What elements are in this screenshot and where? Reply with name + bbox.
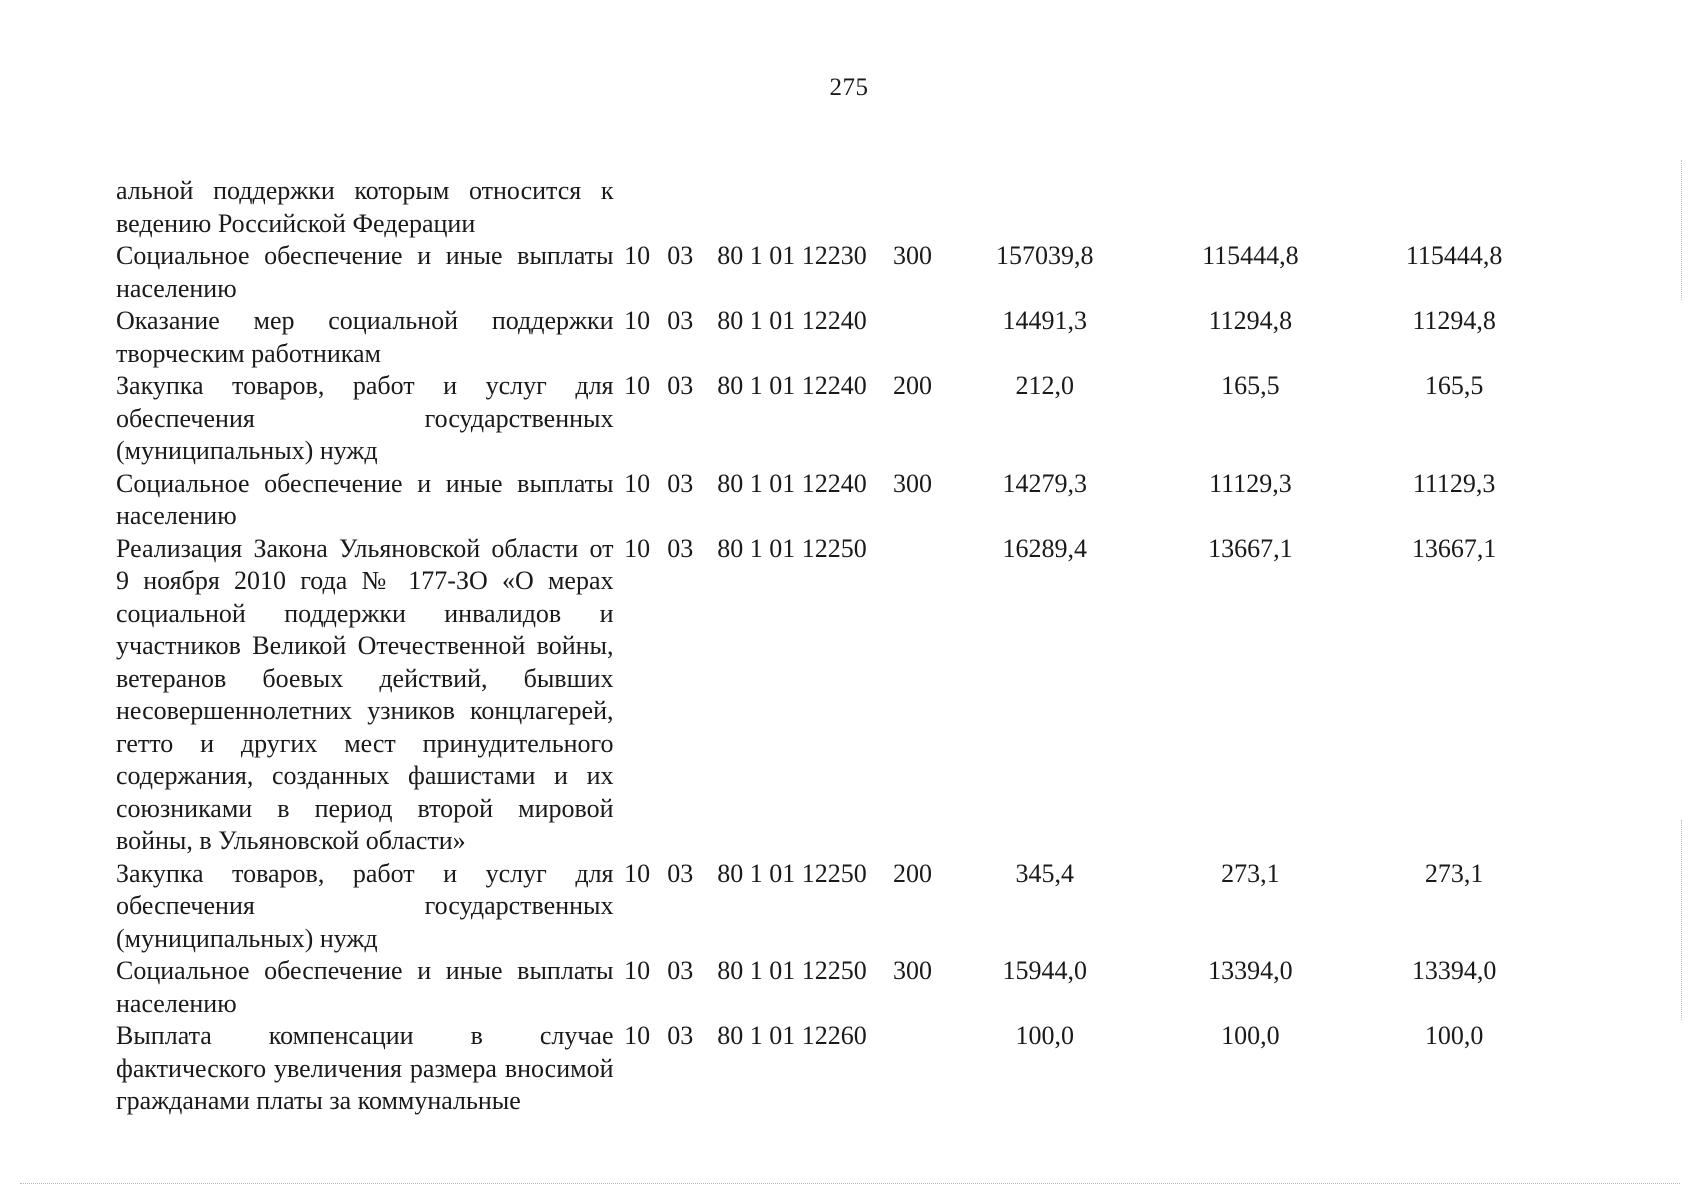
subsection-code: 03: [667, 1021, 694, 1050]
section-code: 10: [624, 371, 651, 400]
amount-year-1: 14491,3: [1002, 306, 1087, 335]
scan-dotted-line: [20, 1183, 1680, 1184]
item-name: Социальное обеспечение и иные выплаты населению: [116, 241, 614, 303]
budget-table: [116, 175, 1556, 1118]
table-row: [116, 533, 1556, 858]
table-row: [116, 1020, 1556, 1118]
amount-year-3: 165,5: [1424, 371, 1484, 400]
amount-year-3: 115444,8: [1405, 241, 1503, 270]
subsection-code: 03: [667, 858, 694, 888]
amount-year-3: 100,0: [1424, 1021, 1484, 1050]
table-row: [116, 305, 1556, 370]
section-code: 10: [624, 306, 651, 335]
subsection-code: 03: [667, 371, 694, 400]
table-row: [116, 468, 1556, 533]
item-name: Закупка товаров, работ и услуг для обеспечения государственных (муниципальных) нужд: [116, 371, 614, 465]
item-name: Социальное обеспечение и иные выплаты населению: [116, 956, 614, 1018]
amount-year-3: 273,1: [1424, 858, 1484, 888]
expense-type-code: 200: [893, 858, 933, 888]
target-article-code: 80 1 01 12230: [717, 241, 867, 270]
section-code: 10: [624, 468, 651, 498]
target-article-code: 80 1 01 12240: [717, 306, 867, 335]
amount-year-1: 15944,0: [1002, 956, 1087, 985]
table-row: [116, 955, 1556, 1020]
target-article-code: 80 1 01 12240: [717, 371, 867, 400]
subsection-code: 03: [667, 306, 694, 335]
expense-type-code: 200: [893, 371, 933, 400]
target-article-code: 80 1 01 12240: [717, 468, 867, 498]
target-article-code: 80 1 01 12260: [717, 1021, 867, 1050]
section-code: 10: [624, 956, 651, 985]
section-code: 10: [624, 533, 651, 563]
amount-year-1: 16289,4: [1002, 533, 1087, 563]
item-name: альной поддержки которым относится к ведению Российской Федерации: [116, 176, 614, 238]
scan-edge-mark: [1681, 820, 1682, 1020]
amount-year-2: 165,5: [1221, 371, 1280, 400]
amount-year-1: 157039,8: [996, 241, 1094, 270]
target-article-code: 80 1 01 12250: [717, 858, 867, 888]
section-code: 10: [624, 241, 651, 270]
amount-year-1: 212,0: [1015, 371, 1074, 400]
subsection-code: 03: [667, 956, 694, 985]
subsection-code: 03: [667, 468, 694, 498]
amount-year-3: 13394,0: [1411, 956, 1497, 985]
item-name: Выплата компенсации в случае фактического увеличения размера вносимой гражданами платы за коммунальные: [116, 1021, 614, 1115]
subsection-code: 03: [667, 241, 694, 270]
amount-year-1: 100,0: [1015, 1021, 1074, 1050]
table-row: [116, 175, 1556, 240]
section-code: 10: [624, 1021, 651, 1050]
amount-year-2: 100,0: [1221, 1021, 1280, 1050]
amount-year-2: 115444,8: [1202, 241, 1299, 270]
table-row: [116, 240, 1556, 305]
subsection-code: 03: [667, 533, 694, 563]
section-code: 10: [624, 858, 651, 888]
amount-year-2: 11129,3: [1209, 468, 1292, 498]
amount-year-1: 345,4: [1015, 858, 1074, 888]
amount-year-2: 11294,8: [1208, 306, 1293, 335]
amount-year-2: 13394,0: [1208, 956, 1293, 985]
item-name: Оказание мер социальной поддержки творческим работникам: [116, 306, 614, 368]
scan-edge-mark: [1681, 160, 1682, 300]
amount-year-3: 13667,1: [1411, 533, 1497, 563]
amount-year-3: 11294,8: [1412, 306, 1496, 335]
expense-type-code: 300: [893, 468, 933, 498]
expense-type-code: 300: [893, 956, 933, 985]
amount-year-2: 13667,1: [1208, 533, 1293, 563]
amount-year-1: 14279,3: [1002, 468, 1087, 498]
item-name: Реализация Закона Ульяновской области от 9 ноября 2010 года № 177-ЗО «О мерах социальной поддержки инвалидов и участников Великой Отечественной войны, ветеранов боевых действий, бывших несовершеннолетних узников концлагерей, гетто и других мест принудительного содержания, созданных фашистами и их союзниками в период второй мировой войны, в Ульяновской области»: [116, 533, 614, 855]
item-name: Социальное обеспечение и иные выплаты населению: [116, 468, 614, 530]
amount-year-3: 11129,3: [1412, 468, 1496, 498]
page-number: 275: [829, 74, 869, 101]
expense-type-code: 300: [893, 241, 933, 270]
item-name: Закупка товаров, работ и услуг для обеспечения государственных (муниципальных) нужд: [116, 858, 614, 953]
target-article-code: 80 1 01 12250: [717, 533, 867, 563]
target-article-code: 80 1 01 12250: [717, 956, 867, 985]
amount-year-2: 273,1: [1221, 858, 1280, 888]
table-row: [116, 370, 1556, 468]
table-row: [116, 858, 1556, 956]
